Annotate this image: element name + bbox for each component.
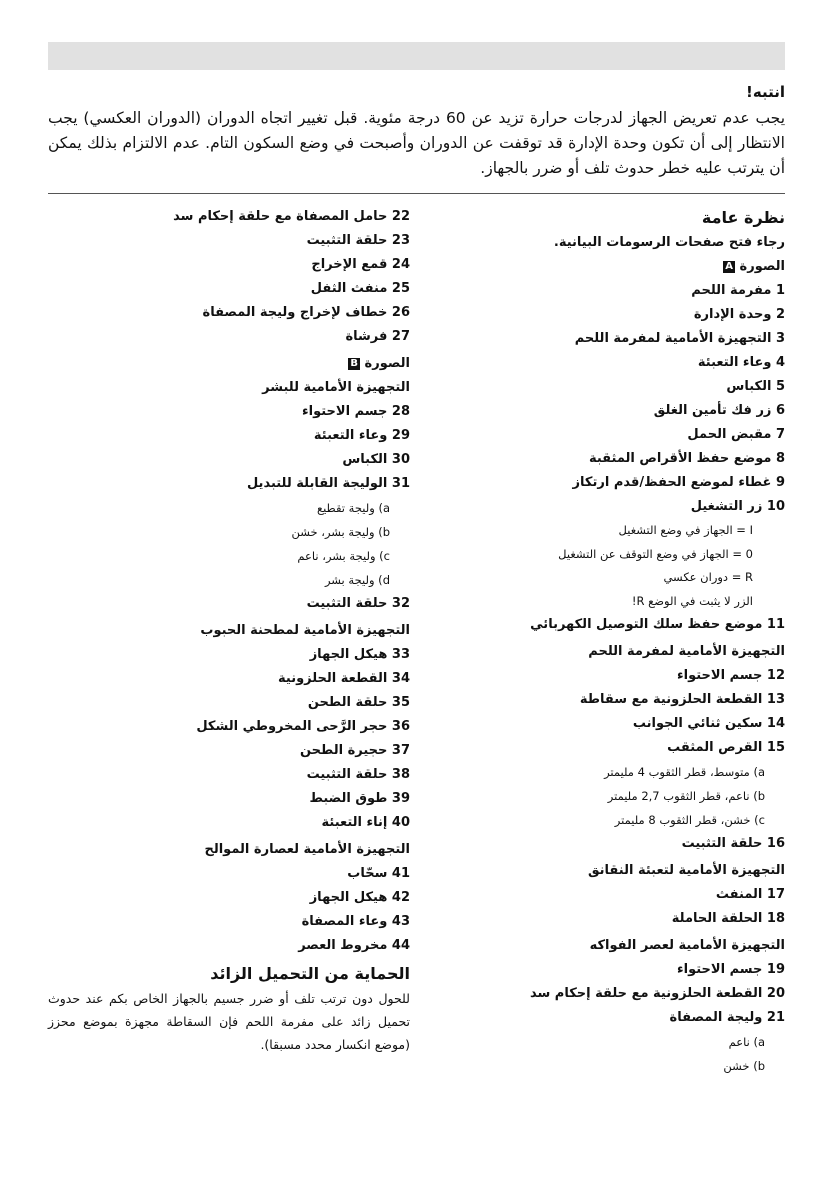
list-item: 19 جسم الاحتواء [676, 962, 785, 977]
list-item: 16 حلقة التثبيت [681, 836, 785, 851]
figure-a-box: A [725, 260, 733, 272]
overview-column [470, 205, 785, 1078]
figure-label-text: الصورة [739, 259, 785, 274]
group-heading: التجهيزة الأمامية لعصر الفواكه [589, 938, 785, 953]
sub-item: c) وليجة بشر، ناعم [297, 549, 390, 563]
overview-intro: رجاء فتح صفحات الرسومات البيانية. [553, 235, 785, 250]
list-item: 24 قمع الإخراج [311, 257, 410, 272]
list-item: 31 الوليجة القابلة للتبديل [246, 476, 410, 491]
list-item: 37 حجيرة الطحن [299, 743, 410, 758]
group-heading: التجهيزة الأمامية لمطحنة الحبوب [200, 623, 410, 638]
warning-title: انتبه! [746, 83, 785, 101]
group-heading: التجهيزة الأمامية للبشر [262, 380, 410, 395]
list-item: 1 مفرمة اللحم [691, 283, 785, 298]
warning-text: يجب عدم تعريض الجهاز لدرجات حرارة تزيد عن 60 درجة مئوية. قبل تغيير اتجاه الدوران (الدوران العكسي) يجب الانتظار إلى أن تكون وحدة الإدارة قد توقفت عن الدوران وأصبحت في وضع السكون التام. عدم الالتزام بذلك يمكن أن يترتب عليه خطر حدوث تلف أو ضرر بالجهاز. [48, 109, 786, 177]
list-item: 8 موضع حفظ الأقراص المثقبة [588, 451, 785, 466]
sub-item: d) وليجة بشر [324, 573, 390, 587]
list-item: 10 زر التشغيل [690, 499, 785, 514]
warning-block [48, 80, 785, 181]
switch-position-0: 0 = الجهاز في وضع التوقف عن التشغيل [558, 546, 753, 561]
list-item: 21 وليجة المصفاة [669, 1010, 785, 1025]
list-item: 9 غطاء لموضع الحفظ/قدم ارتكاز [572, 475, 785, 490]
switch-position-r: R = دوران عكسي [663, 570, 753, 584]
list-item: 15 القرص المثقب [667, 740, 785, 755]
sub-item: b) خشن [723, 1059, 765, 1073]
figure-a-label [470, 255, 785, 279]
list-item: 44 مخروط العصر [298, 938, 410, 953]
list-item: 18 الحلقة الحاملة [671, 911, 785, 926]
sub-item: b) وليجة بشر، خشن [291, 525, 390, 539]
list-item: 34 القطعة الحلزونية [278, 671, 410, 686]
list-item: 3 التجهيزة الأمامية لمفرمة اللحم [574, 331, 785, 346]
list-item: 23 حلقة التثبيت [306, 233, 410, 248]
group-heading: التجهيزة الأمامية لمفرمة اللحم [588, 644, 785, 659]
list-item: 43 وعاء المصفاة [301, 914, 410, 929]
list-item: 11 موضع حفظ سلك التوصيل الكهربائي [530, 617, 785, 632]
list-item: 5 الكباس [726, 379, 785, 394]
list-item: 38 حلقة التثبيت [306, 767, 410, 782]
list-item: 27 فرشاة [345, 329, 410, 344]
figure-b-box: B [350, 357, 358, 369]
protection-text: للحول دون ترتب تلف أو ضرر جسيم بالجهاز الخاص بكم عند حدوث تحميل زائد على مفرمة اللحم فإن السقاطة مجهزة بموضع محزز (موضع انكسار محدد مسبقا). [48, 991, 410, 1052]
sub-item: c) خشن، قطر الثقوب 8 مليمتر [614, 813, 765, 827]
switch-note: الزر لا يثبت في الوضع R! [631, 593, 753, 608]
header-bar [48, 42, 785, 70]
list-item: 4 وعاء التعبئة [697, 355, 785, 370]
list-item: 14 سكين ثنائي الجوانب [632, 716, 785, 731]
list-item: 17 المنفث [715, 887, 785, 902]
list-item: 7 مقبض الحمل [687, 427, 785, 442]
list-item: 30 الكباس [342, 452, 410, 467]
figure-b-label [48, 352, 410, 376]
list-item: 29 وعاء التعبئة [313, 428, 410, 443]
list-item: 26 خطاف لإخراج وليجة المصفاة [202, 305, 410, 320]
list-item: 39 طوق الضبط [309, 791, 410, 806]
list-item: 32 حلقة التثبيت [306, 596, 410, 611]
list-item: 36 حجر الرَّحى المخروطي الشكل [196, 719, 410, 734]
sub-item: a) متوسط، قطر الثقوب 4 مليمتر [604, 765, 765, 779]
list-item: 22 حامل المصفاة مع حلقة إحكام سد [173, 209, 410, 224]
overview-heading: نظرة عامة [701, 208, 785, 227]
group-heading: التجهيزة الأمامية لعصارة الموالح [204, 842, 410, 857]
list-item: 42 هيكل الجهاز [309, 890, 410, 905]
list-item: 25 منفث الثفل [310, 281, 410, 296]
figure-label-text: الصورة [364, 356, 410, 371]
list-item: 35 حلقة الطحن [307, 695, 410, 710]
protection-heading: الحماية من التحميل الزائد [210, 964, 410, 983]
list-item: 41 سحّاب [347, 866, 410, 881]
sub-item: a) وليجة تقطيع [316, 501, 390, 515]
sub-item: b) ناعم، قطر الثقوب 2,7 مليمتر [607, 789, 765, 803]
list-item: 2 وحدة الإدارة [693, 307, 785, 322]
parts-column [48, 205, 410, 1056]
switch-position-i: I = الجهاز في وضع التشغيل [618, 523, 753, 537]
list-item: 28 جسم الاحتواء [301, 404, 410, 419]
list-item: 13 القطعة الحلزونية مع سقاطة [579, 692, 785, 707]
sub-item: a) ناعم [728, 1035, 765, 1049]
list-item: 40 إناء التعبئة [321, 815, 410, 830]
list-item: 20 القطعة الحلزونية مع حلقة إحكام سد [529, 986, 785, 1001]
list-item: 6 زر فك تأمين الغلق [653, 403, 785, 418]
group-heading: التجهيزة الأمامية لتعبئة النقانق [587, 863, 785, 878]
list-item: 12 جسم الاحتواء [676, 668, 785, 683]
list-item: 33 هيكل الجهاز [309, 647, 410, 662]
divider [48, 193, 785, 194]
